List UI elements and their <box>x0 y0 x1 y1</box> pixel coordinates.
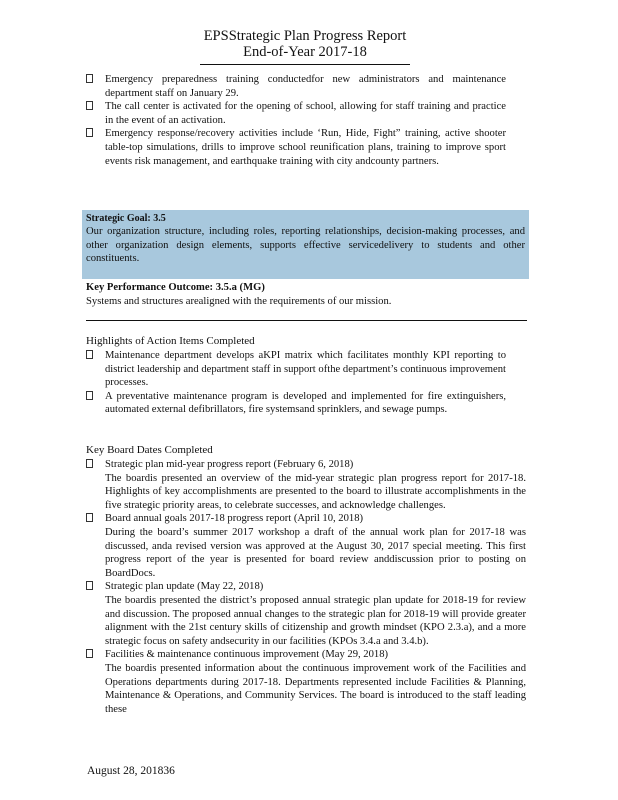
board-date-text: The boardis presented the district’s proposed annual strategic plan update for 2018-19 for review and discussion. The proposed annual changes to the strategic plan for 2018-19 will provide greater alignment with the 21st century skills of citizenship and growth mindset (KPO 2.3.a), and a more strategic focus on safety andsecurity in our facilities (KPOs 3.4.a and 3.4.b). <box>105 594 526 647</box>
board-date-title: Board annual goals 2017-18 progress report (April 10, 2018) <box>105 513 364 525</box>
strategic-goal-box <box>82 210 529 279</box>
list-item-text: Maintenance department develops aKPI matrix which facilitates monthly KPI reporting to district leadership and department staff in support ofthe department’s continuous improvement processes. <box>105 350 506 389</box>
list-item <box>86 648 526 716</box>
strategic-goal-text: Our organization structure, including roles, reporting relationships, decision-making processes, and other organization design elements, supports effective servicedelivery to students and other constituents. <box>86 226 525 265</box>
board-dates-list <box>86 458 526 716</box>
board-date-title: Strategic plan mid-year progress report (February 6, 2018) <box>105 459 354 470</box>
key-performance-outcome <box>86 281 506 308</box>
list-item <box>86 580 526 648</box>
board-date-text: During the board’s summer 2017 workshop a draft of the annual work plan for 2017-18 was discussed, anda revised version was approved at the August 30, 2017 special meeting. This first progress report of the year is presented for board review anddiscussion prior to posting on BoardDocs. <box>105 526 526 579</box>
board-dates-heading: Key Board Dates Completed <box>86 444 213 456</box>
emergency-bullet-list <box>86 73 506 168</box>
bullet-icon <box>86 391 93 400</box>
bullet-icon <box>86 459 93 468</box>
board-date-text: The boardis presented information about the continuous improvement work of the Facilities and Operations departments during 2017-18. Departments represented include Facilities & Planning, Maintenance & Operations, and Community Services. The board is introduced to the staff leading these <box>105 662 526 715</box>
list-item-text: A preventative maintenance program is developed and implemented for fire extinguishers, automated external defibrillators, fire systemsand sprinklers, and sewage pumps. <box>105 390 506 416</box>
document-title: EPSStrategic Plan Progress Report <box>203 28 407 44</box>
list-item-text: Emergency response/recovery activities include ‘Run, Hide, Fight” training, active shooter table-top simulations, drills to improve school reunification plans, training to improve sport events risk management, and earthquake training with city andcounty partners. <box>105 128 506 167</box>
board-date-title: Strategic plan update (May 22, 2018) <box>105 581 264 593</box>
highlights-list <box>86 349 506 417</box>
bullet-icon <box>86 74 93 83</box>
list-item <box>86 390 506 417</box>
title-underline <box>200 64 410 65</box>
bullet-icon <box>86 350 93 359</box>
bullet-icon <box>86 128 93 137</box>
list-item <box>86 127 506 168</box>
bullet-icon <box>86 649 93 658</box>
bullet-icon <box>86 101 93 110</box>
list-item-text: Emergency preparedness training conductedfor new administrators and maintenance department staff on January 29. <box>105 74 506 99</box>
section-divider <box>86 320 527 321</box>
list-item-text: The call center is activated for the opening of school, allowing for staff training and practice in the event of an activation. <box>105 101 506 126</box>
kpo-title: Key Performance Outcome: 3.5.a (MG) <box>86 282 265 293</box>
bullet-icon <box>86 513 93 522</box>
list-item <box>86 349 506 390</box>
highlights-heading: Highlights of Action Items Completed <box>86 335 255 347</box>
board-date-title: Facilities & maintenance continuous improvement (May 29, 2018) <box>105 649 389 661</box>
list-item <box>86 100 506 127</box>
document-subtitle: End-of-Year 2017-18 <box>243 44 367 60</box>
list-item <box>86 458 526 512</box>
page-footer: August 28, 201836 <box>87 765 175 777</box>
strategic-goal-title: Strategic Goal: 3.5 <box>86 213 166 224</box>
list-item <box>86 512 526 580</box>
bullet-icon <box>86 581 93 590</box>
list-item <box>86 73 506 100</box>
board-date-text: The boardis presented an overview of the mid-year strategic plan progress report for 2017-18. Highlights of key accomplishments are presented to the board to illustrate accomplishments in the five strategic priority areas, to celebrate successes, and acknowledge challenges. <box>105 472 526 511</box>
kpo-text: Systems and structures arealigned with the requirements of our mission. <box>86 295 392 307</box>
